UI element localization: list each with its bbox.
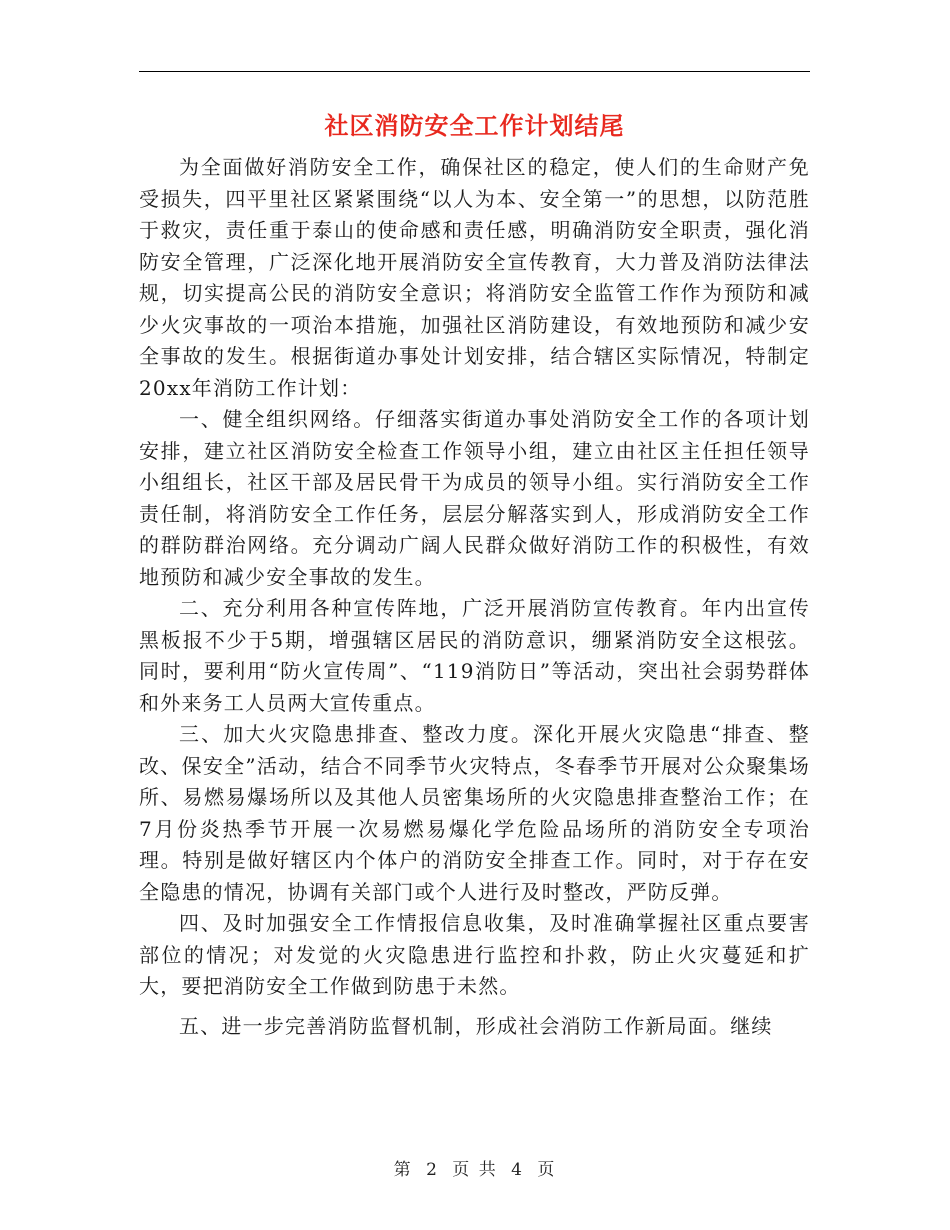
paragraph-4: 四、及时加强安全工作情报信息收集，及时准确掌握社区重点要害部位的情况；对发觉的火灾隐患进行监控和扑救，防止火灾蔓延和扩大，要把消防安全工作做到防患于未然。 [139, 911, 810, 998]
footer-page-number: 2 [426, 1160, 439, 1180]
footer-prefix: 第 [393, 1160, 413, 1180]
paragraph-5: 五、进一步完善消防监督机制，形成社会消防工作新局面。继续 [179, 1013, 773, 1038]
footer-suffix: 页 [537, 1160, 557, 1180]
header-rule [139, 71, 810, 72]
paragraph-2: 二、充分利用各种宣传阵地，广泛开展消防宣传教育。年内出宣传黑板报不少于5期，增强辖区居民的消防意识，绷紧消防安全这根弦。同时，要利用“防火宣传周”、“119消防日”等活动，突出社会弱势群体和外来务工人员两大宣传重点。 [139, 596, 810, 715]
document-title: 社区消防安全工作计划结尾 [324, 111, 625, 140]
footer-middle: 页 共 [452, 1160, 498, 1180]
paragraph-intro: 为全面做好消防安全工作，确保社区的稳定，使人们的生命财产免受损失，四平里社区紧紧围绕“以人为本、安全第一”的思想，以防范胜于救灾，责任重于泰山的使命感和责任感，明确消防安全职责，强化消防安全管理，广泛深化地开展消防安全宣传教育，大力普及消防法律法规，切实提高公民的消防安全意识；将消防安全监管工作作为预防和减少火灾事故的一项治本措施，加强社区消防建设，有效地预防和减少安全事故的发生。根据街道办事处计划安排，结合辖区实际情况，特制定20xx年消防工作计划： [139, 155, 810, 400]
page-footer [0, 1155, 950, 1180]
footer-total-pages: 4 [511, 1160, 524, 1180]
paragraph-1: 一、健全组织网络。仔细落实街道办事处消防安全工作的各项计划安排，建立社区消防安全检查工作领导小组，建立由社区主任担任领导小组组长，社区干部及居民骨干为成员的领导小组。实行消防安全工作责任制，将消防安全工作任务，层层分解落实到人，形成消防安全工作的群防群治网络。充分调动广阔人民群众做好消防工作的积极性，有效地预防和减少安全事故的发生。 [139, 407, 810, 589]
paragraph-3: 三、加大火灾隐患排查、整改力度。深化开展火灾隐患“排查、整改、保安全”活动，结合不同季节火灾特点，冬春季节开展对公众聚集场所、易燃易爆场所以及其他人员密集场所的火灾隐患排查整治工作；在7月份炎热季节开展一次易燃易爆化学危险品场所的消防安全专项治理。特别是做好辖区内个体户的消防安全排查工作。同时，对于存在安全隐患的情况，协调有关部门或个人进行及时整改，严防反弹。 [139, 722, 810, 904]
document-body [139, 152, 810, 1042]
